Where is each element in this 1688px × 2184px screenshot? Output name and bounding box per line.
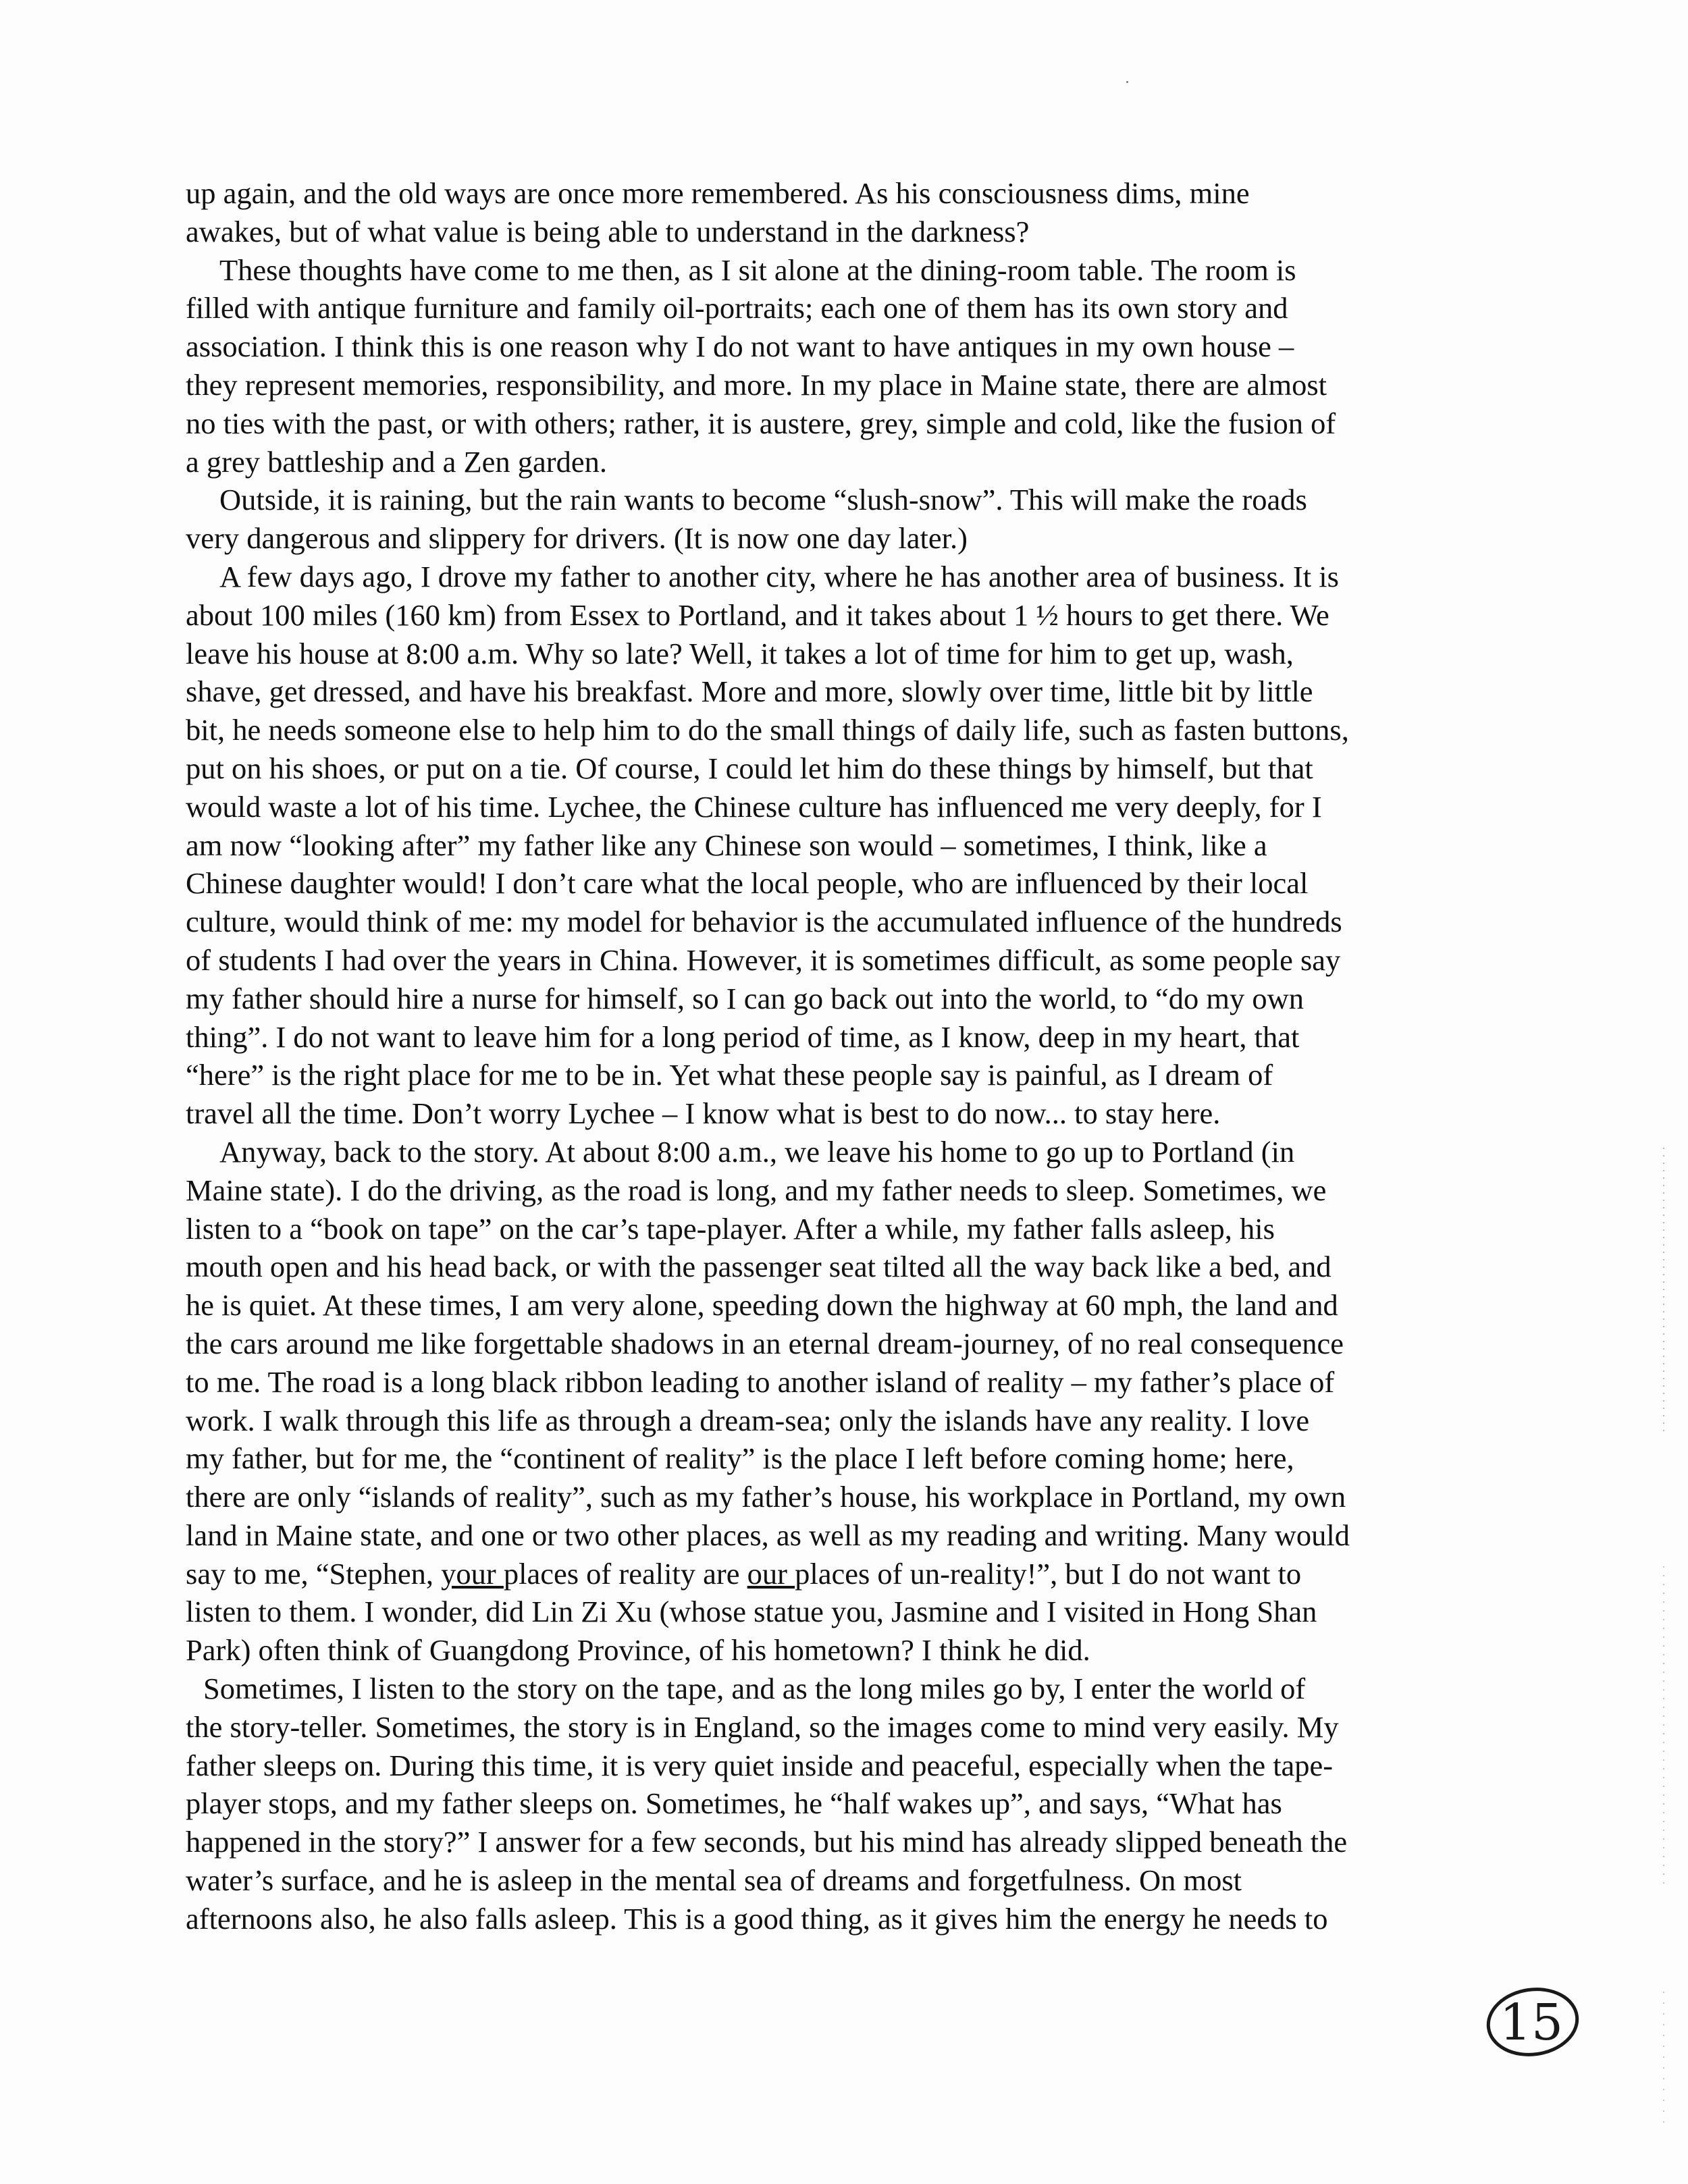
underlined-word-your: your (441, 1556, 504, 1591)
text-line: up again, and the old ways are once more remembered. As his consciousness dims, mine (186, 176, 1250, 210)
text-line: they represent memories, responsibility, and more. In my place in Maine state, there are almost (186, 367, 1327, 402)
text-line: my father, but for me, the “continent of reality” is the place I left before coming home; here, (186, 1441, 1294, 1476)
scan-speck (1126, 81, 1128, 83)
text-line: Maine state). I do the driving, as the road is long, and my father needs to sleep. Sometimes, we (186, 1173, 1327, 1207)
text-line: put on his shoes, or put on a tie. Of course, I could let him do these things by himself, but that (186, 751, 1313, 785)
text-line: land in Maine state, and one or two other places, as well as my reading and writing. Many would (186, 1518, 1350, 1552)
underline-after: places of un-reality!”, but I do not want to (795, 1556, 1302, 1591)
text-line: father sleeps on. During this time, it is very quiet inside and peaceful, especially when the tape- (186, 1748, 1334, 1782)
text-line: Park) often think of Guangdong Province, of his hometown? I think he did. (186, 1633, 1090, 1668)
text-line: there are only “islands of reality”, such as my father’s house, his workplace in Portland, my own (186, 1480, 1346, 1514)
text-line: bit, he needs someone else to help him to do the small things of daily life, such as fasten buttons, (186, 713, 1349, 747)
text-line: Chinese daughter would! I don’t care what the local people, who are influenced by their local (186, 866, 1309, 901)
text-line: filled with antique furniture and family oil-portraits; each one of them has its own story and (186, 291, 1288, 325)
underlined-word-our: our (747, 1556, 795, 1591)
text-line-underlined (186, 1555, 1509, 1593)
text-line: the cars around me like forgettable shadows in an eternal dream-journey, of no real consequence (186, 1326, 1344, 1360)
body-text (186, 174, 1509, 1938)
paragraph-start: These thoughts have come to me then, as I sit alone at the dining-room table. The room is (219, 252, 1296, 287)
text-line: he is quiet. At these times, I am very alone, speeding down the highway at 60 mph, the land and (186, 1288, 1338, 1323)
text-line: am now “looking after” my father like any Chinese son would – sometimes, I think, like a (186, 828, 1267, 862)
text-line: listen to a “book on tape” on the car’s tape-player. After a while, my father falls asleep, his (186, 1211, 1275, 1246)
page-number-text: 15 (1499, 1994, 1564, 2052)
text-line: my father should hire a nurse for himself, so I can go back out into the world, to “do my own (186, 981, 1304, 1015)
text-line: player stops, and my father sleeps on. Sometimes, he “half wakes up”, and says, “What has (186, 1786, 1282, 1821)
text-line: awakes, but of what value is being able to understand in the darkness? (186, 214, 1030, 248)
text-line: no ties with the past, or with others; rather, it is austere, grey, simple and cold, like the fusion of (186, 406, 1336, 440)
underline-before: say to me, “Stephen, (186, 1556, 442, 1591)
text-line: water’s surface, and he is asleep in the mental sea of dreams and forgetfulness. On most (186, 1863, 1242, 1898)
text-line: of students I had over the years in China. However, it is sometimes difficult, as some people say (186, 942, 1341, 977)
text-line: work. I walk through this life as through a dream-sea; only the islands have any reality. I love (186, 1403, 1310, 1437)
paragraph-start: A few days ago, I drove my father to another city, where he has another area of business. It is (219, 559, 1339, 593)
text-line: to me. The road is a long black ribbon leading to another island of reality – my father’s place of (186, 1364, 1335, 1399)
text-line: thing”. I do not want to leave him for a long period of time, as I know, deep in my heart, that (186, 1019, 1300, 1054)
text-line: about 100 miles (160 km) from Essex to Portland, and it takes about 1 ½ hours to get there. We (186, 597, 1329, 632)
handwritten-page-number (1482, 1981, 1583, 2062)
text-line: shave, get dressed, and have his breakfast. More and more, slowly over time, little bit by little (186, 674, 1313, 709)
text-line: association. I think this is one reason why I do not want to have antiques in my own house – (186, 329, 1294, 364)
text-line: afternoons also, he also falls asleep. This is a good thing, as it gives him the energy he needs to (186, 1901, 1328, 1936)
text-line: travel all the time. Don’t worry Lychee – I know what is best to do now... to stay here. (186, 1096, 1221, 1131)
text-line: mouth open and his head back, or with the passenger seat tilted all the way back like a bed, and (186, 1250, 1331, 1284)
paragraph-start: Anyway, back to the story. At about 8:00 a.m., we leave his home to go up to Portland (in (219, 1134, 1295, 1169)
text-line: very dangerous and slippery for drivers. (It is now one day later.) (186, 521, 968, 556)
text-line: the story-teller. Sometimes, the story is in England, so the images come to mind very easily. My (186, 1709, 1339, 1744)
text-line: would waste a lot of his time. Lychee, the Chinese culture has influenced me very deeply, for I (186, 789, 1322, 824)
text-line: a grey battleship and a Zen garden. (186, 444, 607, 479)
scan-edge-marks (1662, 1148, 1665, 2127)
underline-middle: places of reality are (503, 1556, 747, 1591)
paragraph-start: Sometimes, I listen to the story on the tape, and as the long miles go by, I enter the world of (203, 1672, 1306, 1706)
circled-number-icon (1482, 1981, 1583, 2062)
text-line: listen to them. I wonder, did Lin Zi Xu (whose statue you, Jasmine and I visited in Hong Shan (186, 1595, 1317, 1629)
paragraph-start: Outside, it is raining, but the rain wants to become “slush-snow”. This will make the roads (219, 483, 1307, 517)
text-line: happened in the story?” I answer for a few seconds, but his mind has already slipped beneath the (186, 1825, 1348, 1859)
text-line: “here” is the right place for me to be in. Yet what these people say is painful, as I dream of (186, 1058, 1273, 1092)
text-line: culture, would think of me: my model for behavior is the accumulated influence of the hundreds (186, 905, 1342, 939)
text-line: leave his house at 8:00 a.m. Why so late? Well, it takes a lot of time for him to get up, wash, (186, 636, 1294, 670)
